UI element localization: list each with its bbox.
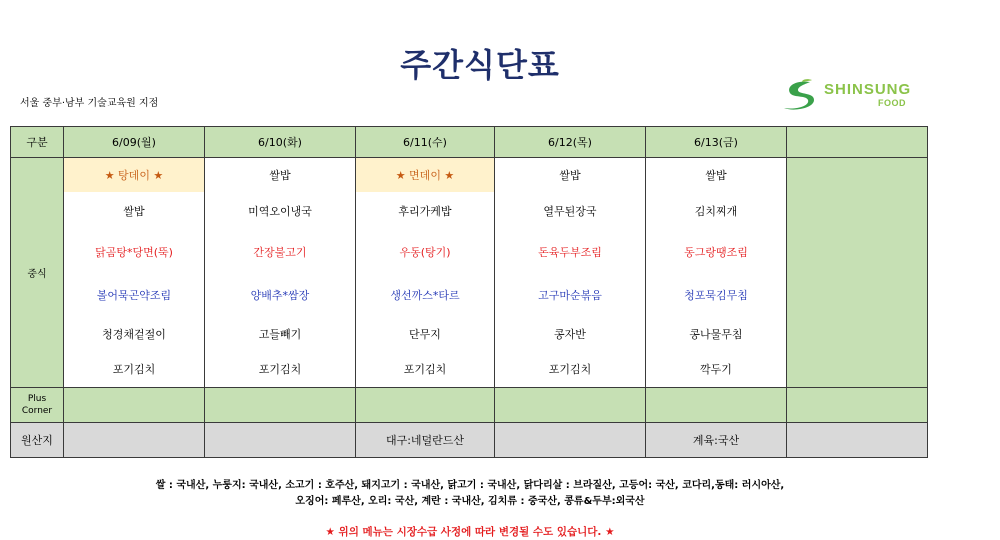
origin-cell xyxy=(64,423,205,458)
logo-brand-line2: FOOD xyxy=(878,98,906,108)
menu-item: ★ 면데이 ★ xyxy=(356,158,495,192)
menu-item: 고들빼기 xyxy=(205,316,356,352)
origin-cell: 계육:국산 xyxy=(646,423,787,458)
menu-item: 생선까스*타르 xyxy=(356,274,495,316)
menu-item: 돈육두부조림 xyxy=(495,230,646,274)
menu-item: ★ 탕데이 ★ xyxy=(64,158,205,192)
menu-item: 쌀밥 xyxy=(205,158,356,192)
menu-item: 미역오이냉국 xyxy=(205,192,356,230)
menu-row xyxy=(11,316,928,352)
plus-corner-cell xyxy=(356,388,495,423)
day-header: 6/13(금) xyxy=(646,127,787,158)
branch-name: 서울 중부·남부 기술교육원 지점 xyxy=(20,98,159,109)
header-label: 구분 xyxy=(11,127,64,158)
lunch-label: 중식 xyxy=(11,158,64,388)
origin-label: 원산지 xyxy=(11,423,64,458)
menu-item: 쌀밥 xyxy=(64,192,205,230)
menu-item: 고구마순볶음 xyxy=(495,274,646,316)
plus-corner-cell xyxy=(205,388,356,423)
menu-item: 쌀밥 xyxy=(495,158,646,192)
menu-item-empty xyxy=(787,274,928,316)
plus-corner-label xyxy=(11,388,64,423)
origin-cell xyxy=(787,423,928,458)
day-header-empty xyxy=(787,127,928,158)
menu-row xyxy=(11,352,928,388)
day-header: 6/09(월) xyxy=(64,127,205,158)
day-header: 6/12(목) xyxy=(495,127,646,158)
menu-item: 동그랑땡조림 xyxy=(646,230,787,274)
menu-item: 쌀밥 xyxy=(646,158,787,192)
menu-item: 깍두기 xyxy=(646,352,787,388)
menu-change-notice: ★ 위의 메뉴는 시장수급 사정에 따라 변경될 수도 있습니다. ★ xyxy=(325,526,615,538)
plus-corner-label-line1: Plus xyxy=(27,394,47,404)
menu-item: 콩자반 xyxy=(495,316,646,352)
menu-item: 포기김치 xyxy=(356,352,495,388)
menu-item: 볼어묵곤약조림 xyxy=(64,274,205,316)
shinsung-logo-icon xyxy=(780,78,820,112)
menu-item-empty xyxy=(787,352,928,388)
day-header: 6/10(화) xyxy=(205,127,356,158)
plus-corner-label-line2: Corner xyxy=(21,406,53,416)
plus-corner-cell xyxy=(646,388,787,423)
plus-corner-cell xyxy=(64,388,205,423)
menu-item: 양배추*쌈장 xyxy=(205,274,356,316)
origin-note-line1: 쌀 : 국내산, 누룽지: 국내산, 소고기 : 호주산, 돼지고기 : 국내산, 닭고기 : 국내산, 닭다리살 : 브라질산, 고등어: 국산, 코다리,동태: 러시아산, xyxy=(155,480,785,491)
plus-corner-cell xyxy=(495,388,646,423)
origin-note-line2: 오징어: 페루산, 오리: 국산, 계란 : 국내산, 김치류 : 중국산, 콩류&두부:외국산 xyxy=(295,496,645,507)
menu-row xyxy=(11,274,928,316)
origin-cell xyxy=(495,423,646,458)
shinsung-logo xyxy=(780,78,920,112)
menu-item: 우동(탕기) xyxy=(356,230,495,274)
logo-brand-line1: SHINSUNG xyxy=(824,81,912,98)
menu-item: 간장불고기 xyxy=(205,230,356,274)
origin-row xyxy=(11,423,928,458)
day-header: 6/11(수) xyxy=(356,127,495,158)
menu-item: 포기김치 xyxy=(64,352,205,388)
menu-item-empty xyxy=(787,230,928,274)
plus-corner-cell xyxy=(787,388,928,423)
header-row xyxy=(11,127,928,158)
menu-item: 포기김치 xyxy=(205,352,356,388)
menu-item: 청경채겉절이 xyxy=(64,316,205,352)
menu-item: 콩나물무침 xyxy=(646,316,787,352)
menu-row xyxy=(11,158,928,192)
menu-item: 단무지 xyxy=(356,316,495,352)
menu-item-empty xyxy=(787,316,928,352)
weekly-menu-table xyxy=(10,126,928,458)
menu-item-empty xyxy=(787,158,928,192)
menu-item: 포기김치 xyxy=(495,352,646,388)
menu-item-empty xyxy=(787,192,928,230)
menu-item: 닭곰탕*당면(뚝) xyxy=(64,230,205,274)
origin-cell xyxy=(205,423,356,458)
menu-item: 김치찌개 xyxy=(646,192,787,230)
menu-item: 청포묵김무침 xyxy=(646,274,787,316)
menu-item: 열무된장국 xyxy=(495,192,646,230)
menu-row xyxy=(11,230,928,274)
menu-item: 후리가케밥 xyxy=(356,192,495,230)
plus-corner-row xyxy=(11,388,928,423)
menu-row xyxy=(11,192,928,230)
page-title: 주간식단표 xyxy=(400,46,560,84)
origin-cell: 대구:네덜란드산 xyxy=(356,423,495,458)
